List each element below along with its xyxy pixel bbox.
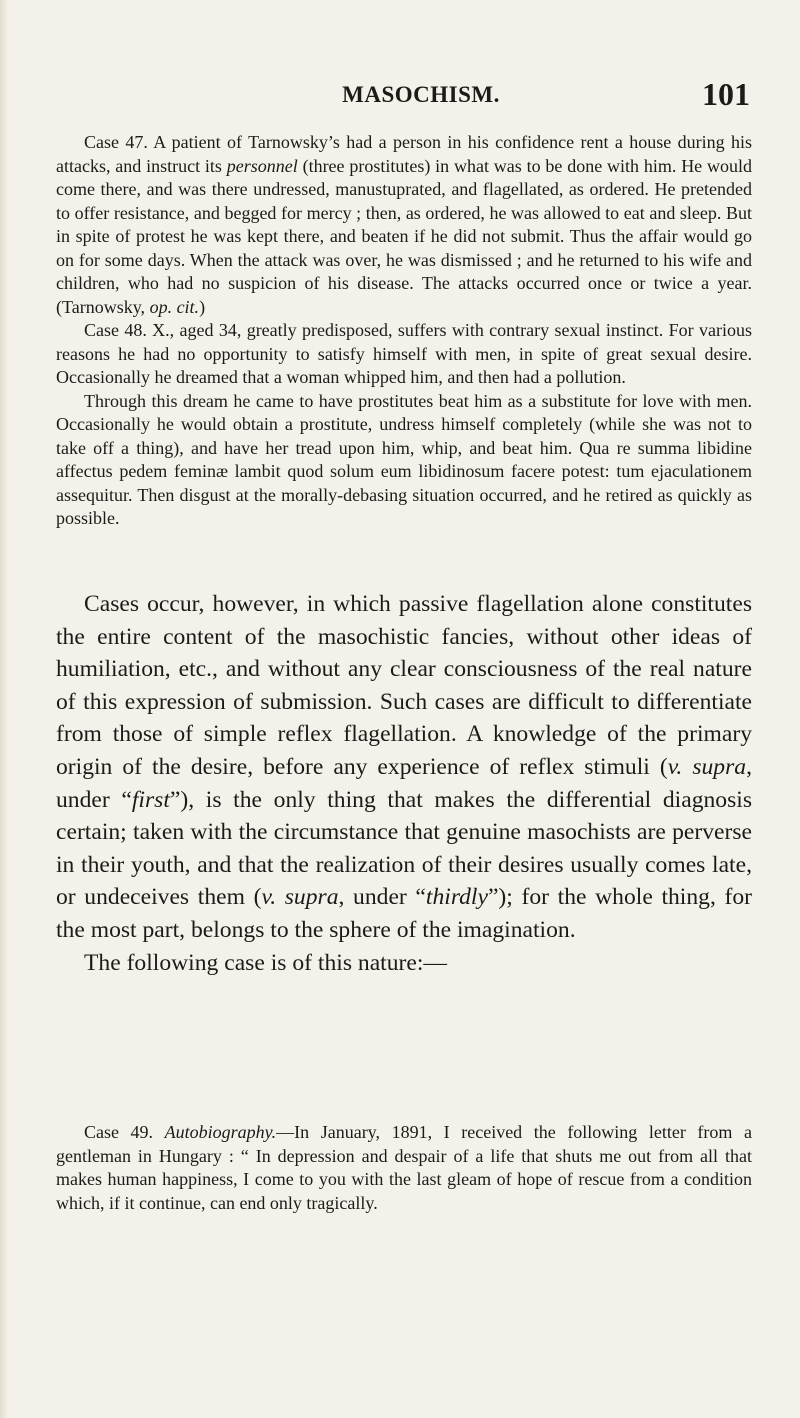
page-number: 101	[702, 76, 750, 112]
main-text-b: , under “	[56, 753, 752, 813]
case-49-autobiography: Autobiography.	[164, 1122, 277, 1142]
case-47-text-2: (three prostitutes) in what was to be done with him. He would come there, and was there undressed, manustuprated, and flagellated, as ordered. He pretended to offer resistance, and begged for mercy ; then, as ordered, he was allowed to eat and sleep. But in spite of protest he was kept there, and beaten if he did not submit. Thus the affair would go on for some days. When the attack was over, he was dismissed ; and he returned to his wife and children, who had no suspicion of his disease. The attacks occurred once or twice a year. (Tarnowsky,	[56, 155, 752, 317]
case-49-label: Case 49.	[84, 1122, 154, 1142]
main-text-c: ”), is the only thing that makes the differential diagnosis certain; taken with the circumstance that genuine masochists are perverse in their youth, and that the realization of their desires usually comes late, or undeceives them (	[56, 786, 753, 911]
case-48-paragraph-2: Through this dream he came to have prostitutes beat him as a substitute for love with men. Occasionally he would obtain a prostitute, undress himself completely (while she was not to take off a thing), and have her tread upon him, whip, and beat him. Qua re summa libidine affectus pedem feminæ lambit quod solum eum libidinosum facere potest: tum ejaculationem assequitur. Then disgust at the morally-debasing situation occurred, and he retired as quickly as possible.	[56, 390, 752, 528]
main-v-supra-2: v. supra	[261, 884, 339, 911]
main-v-supra-1: v. supra	[667, 753, 747, 780]
case-49-text: —In January, 1891, I received the following letter from a gentleman in Hungary : “ In depression and despair of a life that shuts me out from all that makes human happiness, I come to you with the last gleam of hope of rescue from a condition which, if it continue, can end only tragically.	[56, 1122, 752, 1213]
main-text-e: ”); for the whole thing, for the most part, belongs to the sphere of the imagination.	[56, 884, 753, 943]
main-text-d: , under “	[338, 884, 426, 911]
case-48-label: Case 48.	[84, 320, 147, 340]
running-head	[56, 76, 752, 116]
case-47-op-cit: op. cit.	[149, 296, 200, 317]
case-47-48-block	[56, 131, 752, 531]
page-edge-shadow	[0, 0, 8, 1418]
case-49-block	[56, 1121, 752, 1215]
case-48-paragraph	[56, 319, 752, 390]
main-paragraph-1	[56, 588, 752, 947]
running-title: MASOCHISM.	[342, 82, 500, 107]
case-47-paragraph	[56, 131, 752, 319]
case-48-text: X., aged 34, greatly predisposed, suffers with contrary sexual instinct. For various reasons he had no opportunity to satisfy himself with men, in spite of great sexual desire. Occasionally he dreamed that a woman whipped him, and then had a pollution.	[56, 320, 752, 387]
main-paragraph-2: The following case is of this nature:—	[84, 949, 447, 976]
case-47-personnel: personnel	[226, 155, 298, 176]
main-text-a: Cases occur, however, in which passive flagellation alone constitutes the entire content of the masochistic fancies, without other ideas of humiliation, etc., and without any clear consciousness of the real nature of this expression of submission. Such cases are difficult to differentiate from those of simple reflex flagellation. A knowledge of the primary origin of the desire, before any experience of reflex stimuli (	[56, 591, 752, 780]
main-thirdly: thirdly	[425, 884, 488, 911]
case-47-text-3: )	[199, 296, 206, 317]
case-47-label: Case 47.	[84, 132, 148, 152]
main-text-block	[56, 588, 752, 979]
case-47-text: A patient of Tarnowsky’s had a person in his confidence rent a house during his attacks, and instruct its	[56, 132, 752, 176]
main-first: first	[131, 786, 170, 813]
case-49-paragraph	[56, 1121, 752, 1215]
